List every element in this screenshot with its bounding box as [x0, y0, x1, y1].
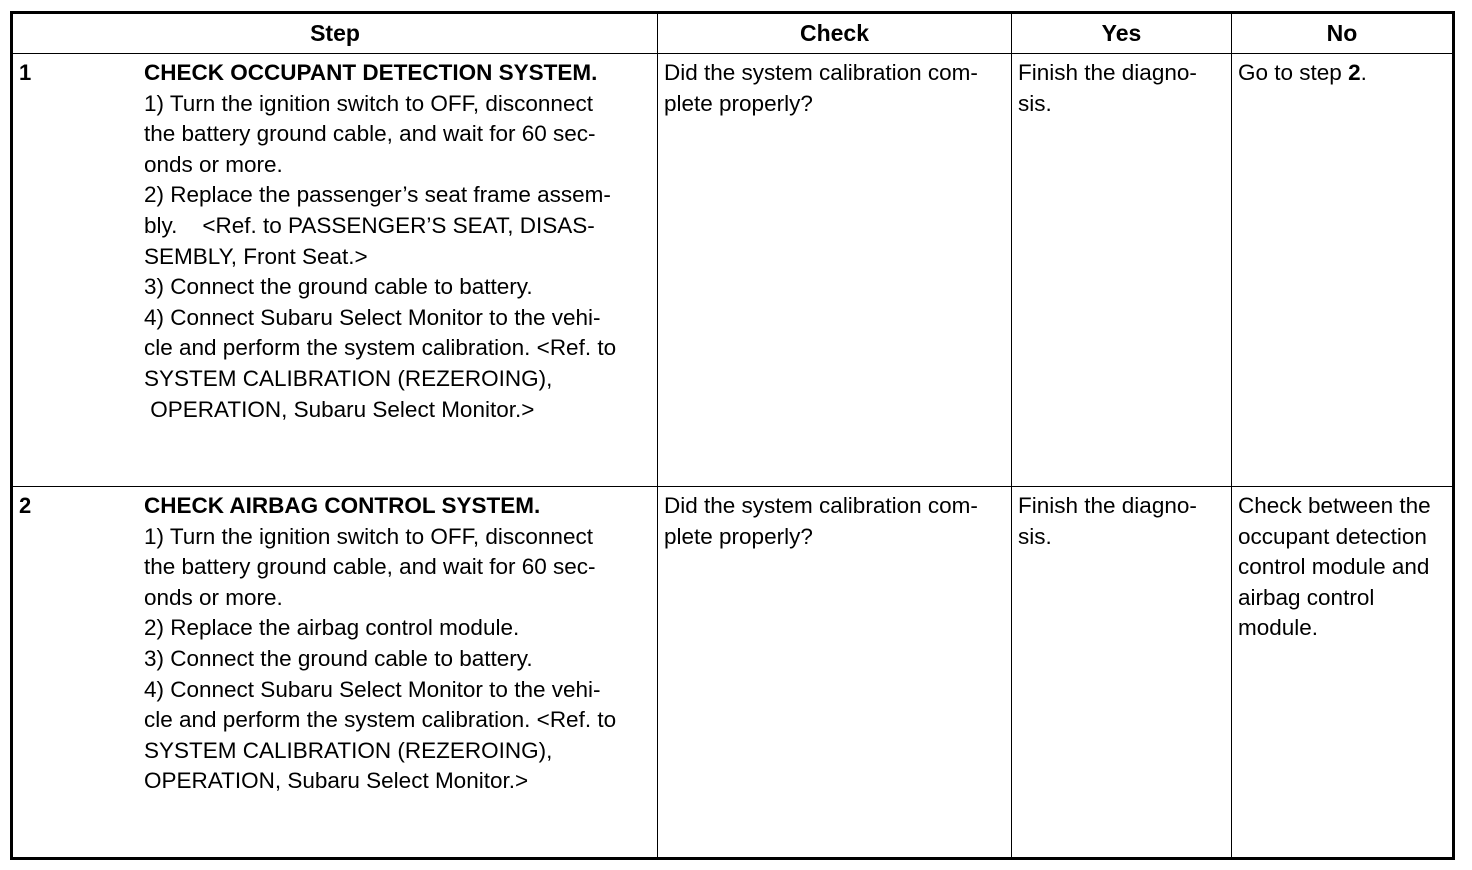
step-line: 1) Turn the ignition switch to OFF, disconnect	[144, 90, 593, 116]
step-line: bly. <Ref. to PASSENGER’S SEAT, DISAS-	[144, 212, 595, 238]
step-line: OPERATION, Subaru Select Monitor.>	[144, 396, 535, 422]
step-number: 2	[19, 493, 32, 518]
step-line: SYSTEM CALIBRATION (REZEROING),	[144, 737, 553, 763]
step-line: 2) Replace the airbag control module.	[144, 615, 520, 641]
step-line: 1) Turn the ignition switch to OFF, disconnect	[144, 523, 593, 549]
yes-line: sis.	[1018, 523, 1052, 549]
step-line: 4) Connect Subaru Select Monitor to the vehi-	[144, 304, 601, 330]
yes-cell	[1012, 54, 1232, 487]
step-line: the battery ground cable, and wait for 60 sec-	[144, 121, 596, 147]
step-line: SYSTEM CALIBRATION (REZEROING),	[144, 365, 553, 391]
no-line: airbag control	[1238, 584, 1375, 610]
step-cell	[12, 54, 658, 487]
check-line: plete properly?	[664, 523, 813, 549]
step-title: CHECK AIRBAG CONTROL SYSTEM.	[144, 493, 541, 518]
step-number: 1	[19, 60, 32, 85]
step-line: 3) Connect the ground cable to battery.	[144, 645, 533, 671]
header-yes: Yes	[1012, 13, 1232, 54]
step-line: onds or more.	[144, 151, 283, 177]
yes-line: Finish the diagno-	[1018, 493, 1197, 518]
no-prefix: Go to step	[1238, 60, 1349, 85]
step-line: 4) Connect Subaru Select Monitor to the vehi-	[144, 676, 601, 702]
step-body	[144, 491, 657, 797]
step-cell	[12, 487, 658, 859]
yes-line: Finish the diagno-	[1018, 60, 1197, 85]
diagnostic-table	[10, 11, 1455, 860]
step-line: SEMBLY, Front Seat.>	[144, 243, 368, 269]
step-line: cle and perform the system calibration. <Ref. to	[144, 335, 617, 361]
no-cell	[1232, 54, 1454, 487]
step-line: cle and perform the system calibration. <Ref. to	[144, 707, 617, 733]
no-step-link: 2	[1348, 60, 1361, 85]
no-line: module.	[1238, 615, 1319, 641]
header-step: Step	[12, 13, 658, 54]
table-row	[12, 54, 1454, 487]
no-line: Check between the	[1238, 493, 1431, 518]
step-line: 2) Replace the passenger’s seat frame assem-	[144, 182, 611, 208]
check-cell	[658, 54, 1012, 487]
table-row	[12, 487, 1454, 859]
header-row	[12, 13, 1454, 54]
yes-line: sis.	[1018, 90, 1052, 116]
no-line: occupant detection	[1238, 523, 1427, 549]
check-line: Did the system calibration com-	[664, 60, 978, 85]
step-line: onds or more.	[144, 584, 283, 610]
check-cell	[658, 487, 1012, 859]
check-line: Did the system calibration com-	[664, 493, 978, 518]
step-line: 3) Connect the ground cable to battery.	[144, 274, 533, 300]
no-text	[1232, 54, 1452, 89]
no-line: control module and	[1238, 554, 1430, 580]
step-line: OPERATION, Subaru Select Monitor.>	[144, 768, 529, 794]
no-suffix: .	[1360, 60, 1367, 85]
check-line: plete properly?	[664, 90, 813, 116]
header-no: No	[1232, 13, 1454, 54]
no-cell	[1232, 487, 1454, 859]
step-body	[144, 58, 657, 425]
step-title: CHECK OCCUPANT DETECTION SYSTEM.	[144, 60, 598, 85]
header-check: Check	[658, 13, 1012, 54]
step-line: the battery ground cable, and wait for 60 sec-	[144, 554, 596, 580]
yes-cell	[1012, 487, 1232, 859]
